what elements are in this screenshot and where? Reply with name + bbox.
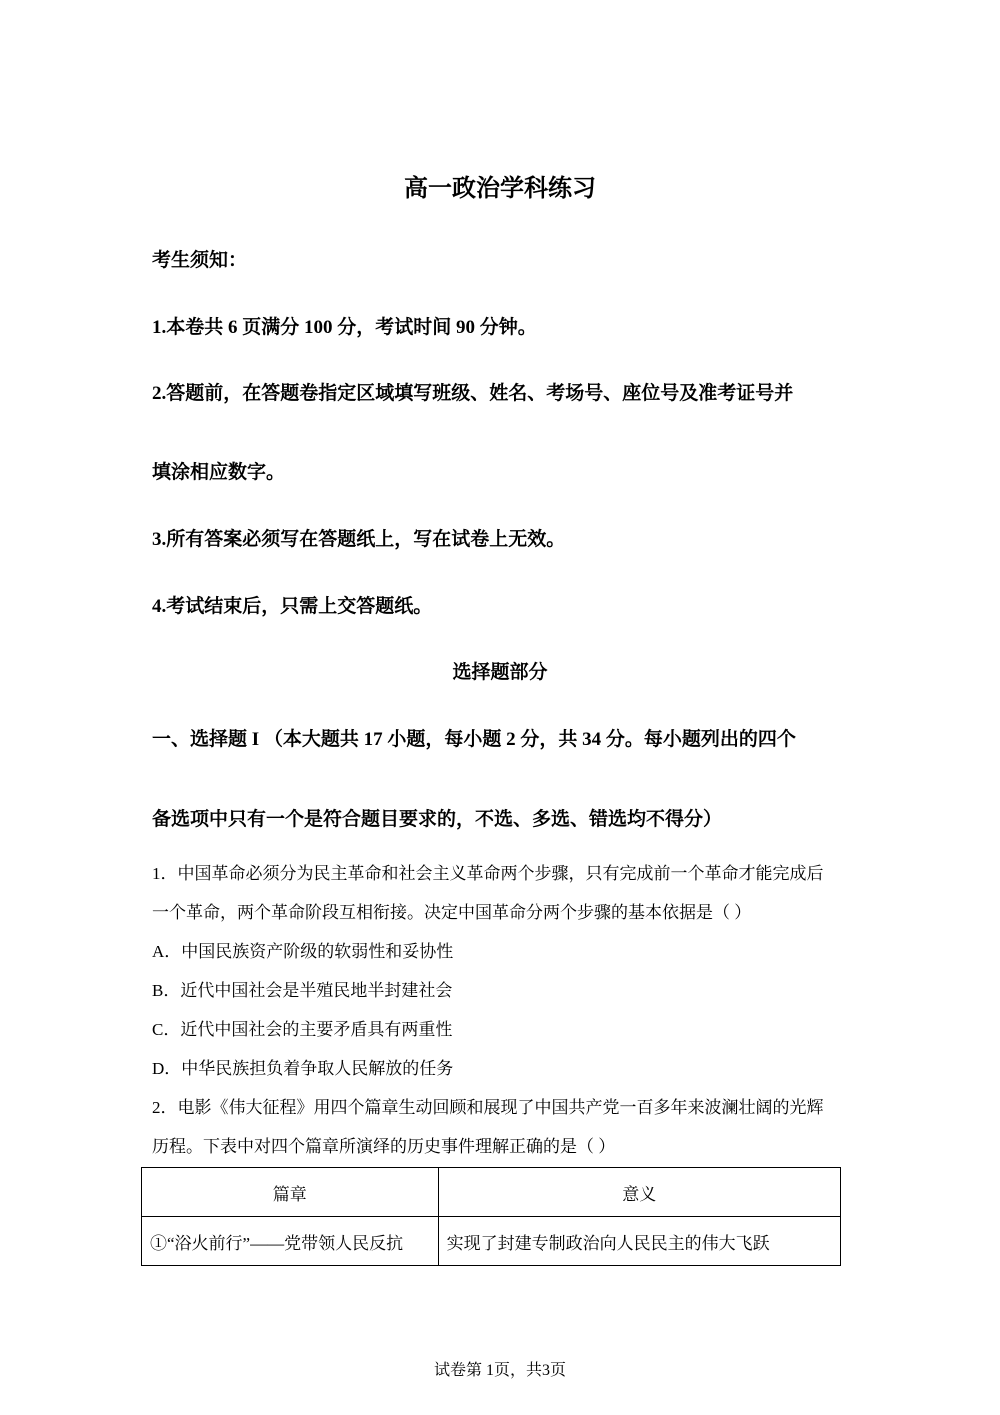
notice-item-1: 1.本卷共 6 页满分 100 分，考试时间 90 分钟。 (152, 317, 537, 338)
page-title: 高一政治学科练习 (404, 174, 596, 202)
section-title: 选择题部分 (452, 662, 548, 683)
notice-heading: 考生须知： (152, 250, 248, 271)
question-2-stem-line1: 2．电影《伟大征程》用四个篇章生动回顾和展现了中国共产党一百多年来波澜壮阔的光辉 (152, 1098, 824, 1117)
question-1-stem-line2: 一个革命，两个革命阶段互相衔接。决定中国革命分两个步骤的基本依据是（ ） (152, 903, 752, 922)
question-1-option-b: B．近代中国社会是半殖民地半封建社会 (152, 981, 453, 1000)
table-cell-chapter: ①“浴火前行”——党带领人民反抗 (142, 1217, 439, 1266)
question-2-stem-line2: 历程。下表中对四个篇章所演绎的历史事件理解正确的是（ ） (152, 1137, 616, 1156)
table-row (142, 1217, 841, 1266)
notice-item-4: 4.考试结束后，只需上交答题纸。 (152, 596, 433, 617)
table-header-meaning: 意义 (438, 1168, 840, 1217)
notice-item-3: 3.所有答案必须写在答题纸上，写在试卷上无效。 (152, 529, 566, 550)
notice-item-2-continued: 填涂相应数字。 (152, 462, 286, 483)
table-cell-meaning: 实现了封建专制政治向人民民主的伟大飞跃 (438, 1217, 840, 1266)
question-2-table (141, 1167, 841, 1266)
question-1-option-a: A．中国民族资产阶级的软弱性和妥协性 (152, 942, 454, 961)
part1-heading-line2: 备选项中只有一个是符合题目要求的，不选、多选、错选均不得分） (152, 809, 723, 830)
table-header-row (142, 1168, 841, 1217)
page-footer: 试卷第 1页，共3页 (433, 1362, 566, 1379)
question-1-option-c: C．近代中国社会的主要矛盾具有两重性 (152, 1020, 453, 1039)
question-1-option-d: D．中华民族担负着争取人民解放的任务 (152, 1059, 454, 1078)
table-header-chapter: 篇章 (142, 1168, 439, 1217)
part1-heading-line1: 一、选择题 I （本大题共 17 小题，每小题 2 分，共 34 分。每小题列出的四个 (152, 729, 796, 750)
notice-item-2: 2.答题前，在答题卷指定区域填写班级、姓名、考场号、座位号及准考证号并 (152, 383, 794, 404)
question-1-stem-line1: 1．中国革命必须分为民主革命和社会主义革命两个步骤，只有完成前一个革命才能完成后 (152, 864, 824, 883)
